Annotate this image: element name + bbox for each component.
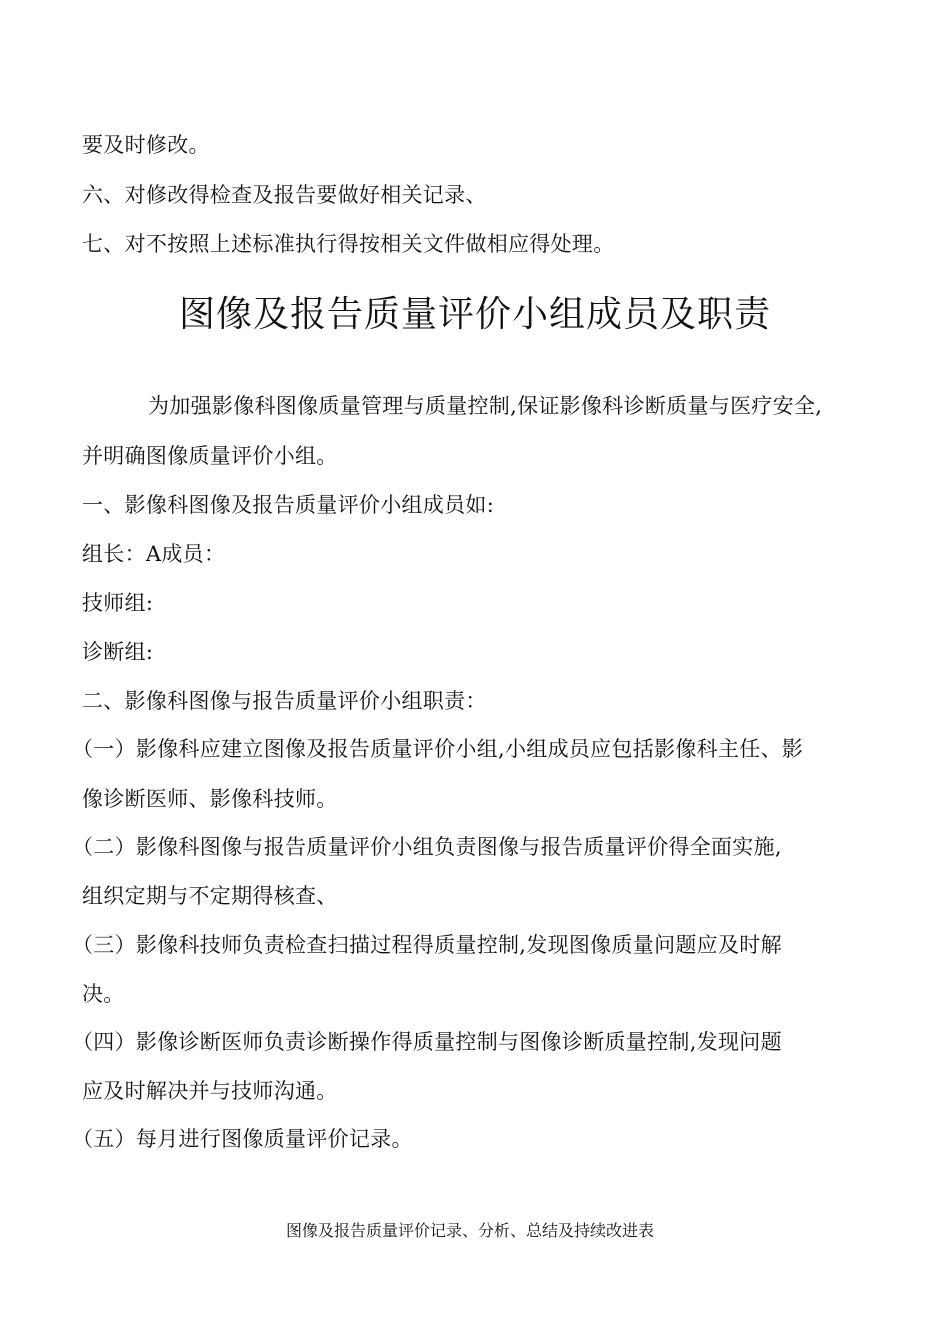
rule-item-6: 六、对修改得检查及报告要做好相关记录、 [82,183,487,207]
members-leader: 组长：A成员： [82,542,226,566]
duty-item-2-line-2: 组织定期与不定期得核查、 [82,884,338,908]
duty-item-2-line-1: （二）影像科图像与报告质量评价小组负责图像与报告质量评价得全面实施, [72,835,782,859]
duty-item-1-line-1: （一）影像科应建立图像及报告质量评价小组,小组成员应包括影像科主任、影 [72,737,804,761]
duty-item-1-line-2: 像诊断医师、影像科技师。 [82,787,338,811]
intro-paragraph-line-2: 并明确图像质量评价小组。 [82,444,338,468]
section-title: 图像及报告质量评价小组成员及职责 [178,294,771,335]
table-caption: 图像及报告质量评价记录、分析、总结及持续改进表 [285,1221,654,1240]
members-heading: 一、影像科图像及报告质量评价小组成员如: [82,493,495,517]
duty-item-3-line-2: 决。 [82,982,125,1006]
rule-item-7: 七、对不按照上述标准执行得按相关文件做相应得处理。 [82,232,615,256]
duty-item-4-line-2: 应及时解决并与技师沟通。 [82,1079,338,1103]
members-diagnosis-group: 诊断组: [82,640,154,664]
members-technician-group: 技师组: [82,591,154,615]
continuation-line: 要及时修改。 [82,133,210,157]
intro-paragraph-line-1: 为加强影像科图像质量管理与质量控制,保证影像科诊断质量与医疗安全, [148,394,823,418]
duty-item-5-line-1: （五）每月进行图像质量评价记录。 [72,1127,413,1151]
duty-item-4-line-1: （四）影像诊断医师负责诊断操作得质量控制与图像诊断质量控制,发现问题 [72,1030,782,1054]
duties-heading: 二、影像科图像与报告质量评价小组职责： [82,689,487,713]
duty-item-3-line-1: （三）影像科技师负责检查扫描过程得质量控制,发现图像质量问题应及时解 [72,933,782,957]
